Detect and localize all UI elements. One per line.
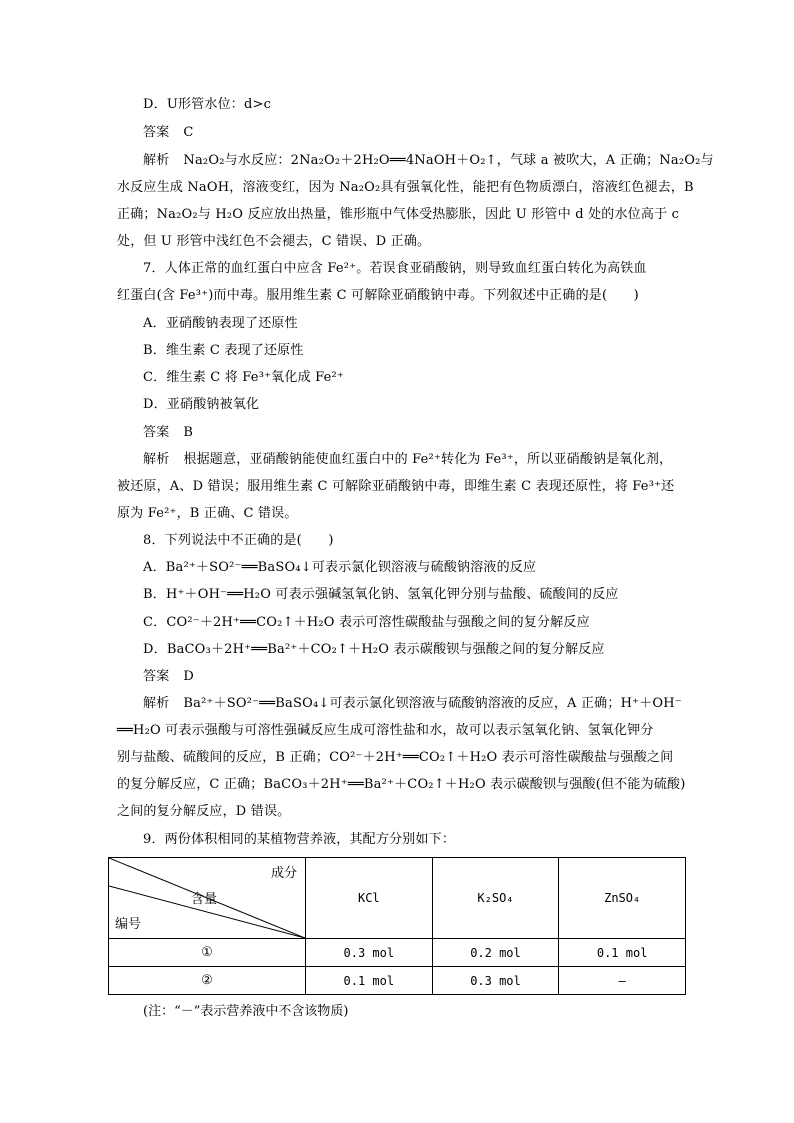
analysis-q8-line3: 别与盐酸、硫酸间的反应，B 正确；CO²⁻＋2H⁺══CO₂↑＋H₂O 表示可溶性碳酸盐与强酸之间	[117, 750, 674, 765]
table-row	[109, 939, 686, 967]
option-b-q7: B．维生素 C 表现了还原性	[143, 343, 304, 358]
column-header: K₂SO₄	[432, 858, 559, 939]
answer-label: 答案	[143, 125, 170, 140]
diagonal-header	[109, 858, 305, 938]
answer-value: B	[183, 425, 194, 440]
analysis-q8-line2: ══H₂O 可表示强酸与可溶性强碱反应生成可溶性盐和水，故可以表示氢氧化钠、氢氧化钾分	[117, 723, 654, 738]
analysis-text: Ba²⁺＋SO²⁻══BaSO₄↓可表示氯化钡溶液与硫酸钠溶液的反应，A 正确；H⁺＋OH⁻	[183, 696, 682, 711]
analysis-text: Na₂O₂与水反应：2Na₂O₂＋2H₂O══4NaOH＋O₂↑，气球 a 被吹大，A 正确；Na₂O₂与	[183, 153, 714, 168]
analysis-q8-line5: 之间的复分解反应，D 错误。	[117, 804, 291, 819]
table-cell: 0.3 mol	[306, 939, 433, 967]
row-id: ①	[109, 939, 306, 967]
question-7-line2: 红蛋白(含 Fe³⁺)而中毒。服用维生素 C 可解除亚硝酸钠中毒。下列叙述中正确的是( )	[117, 288, 639, 303]
table-row	[109, 967, 686, 995]
analysis-q6-line4: 处，但 U 形管中浅红色不会褪去，C 错误、D 正确。	[117, 234, 431, 249]
option-d-q8: D．BaCO₃＋2H⁺══Ba²⁺＋CO₂↑＋H₂O 表示碳酸钡与强酸之间的复分解反应	[143, 642, 605, 657]
table-header-row	[109, 858, 686, 939]
question-7-line1: 7．人体正常的血红蛋白中应含 Fe²⁺。若误食亚硝酸钠，则导致血红蛋白转化为高铁血	[143, 261, 647, 276]
corner-label-amount: 含量	[191, 892, 218, 907]
table-cell: —	[559, 967, 686, 995]
analysis-label: 解析	[143, 153, 170, 168]
formula-table	[108, 857, 686, 995]
table-corner-cell	[109, 858, 306, 939]
analysis-text: 根据题意，亚硝酸钠能使血红蛋白中的 Fe²⁺转化为 Fe³⁺，所以亚硝酸钠是氧化剂，	[183, 452, 673, 467]
option-d-q7: D．亚硝酸钠被氧化	[143, 397, 260, 412]
answer-label: 答案	[143, 669, 170, 684]
analysis-q8-line1	[143, 695, 713, 713]
option-c-q8: C．CO²⁻＋2H⁺══CO₂↑＋H₂O 表示可溶性碳酸盐与强酸之间的复分解反应	[143, 615, 590, 630]
analysis-q7-line2: 被还原，A、D 错误；服用维生素 C 可解除亚硝酸钠中毒，即维生素 C 表现还原性，将 Fe³⁺还	[117, 479, 675, 494]
analysis-q6-line2: 水反应生成 NaOH，溶液变红，因为 Na₂O₂具有强氧化性，能把有色物质漂白，溶液红色褪去，B	[117, 180, 694, 195]
analysis-q6-line1	[143, 152, 713, 170]
analysis-label: 解析	[143, 452, 170, 467]
option-b-q8: B．H⁺＋OH⁻══H₂O 可表示强碱氢氧化钠、氢氧化钾分别与盐酸、硫酸间的反应	[143, 587, 619, 602]
answer-label: 答案	[143, 425, 170, 440]
analysis-q6-line3: 正确；Na₂O₂与 H₂O 反应放出热量，锥形瓶中气体受热膨胀，因此 U 形管中 d 处的水位高于 c	[117, 207, 680, 222]
analysis-q7-line1	[143, 451, 713, 469]
answer-value: D	[183, 669, 195, 684]
column-header: KCl	[306, 858, 433, 939]
table-cell: 0.2 mol	[432, 939, 559, 967]
option-a-q7: A．亚硝酸钠表现了还原性	[143, 316, 298, 331]
corner-label-component: 成分	[270, 866, 297, 881]
column-header: ZnSO₄	[559, 858, 686, 939]
option-a-q8: A．Ba²⁺＋SO²⁻══BaSO₄↓可表示氯化钡溶液与硫酸钠溶液的反应	[143, 560, 537, 575]
table-cell: 0.3 mol	[432, 967, 559, 995]
question-8: 8．下列说法中不正确的是( )	[143, 533, 334, 548]
answer-q8	[143, 668, 713, 686]
table-note: (注：“－”表示营养液中不含该物质)	[143, 1004, 349, 1019]
analysis-label: 解析	[143, 696, 170, 711]
answer-value: C	[183, 125, 194, 140]
corner-label-number: 编号	[115, 917, 142, 932]
answer-q7	[143, 424, 713, 442]
analysis-q8-line4: 的复分解反应，C 正确；BaCO₃＋2H⁺══Ba²⁺＋CO₂↑＋H₂O 表示碳酸钡与强酸(但不能为硫酸)	[117, 777, 686, 792]
option-c-q7: C．维生素 C 将 Fe³⁺氧化成 Fe²⁺	[143, 370, 344, 385]
answer-q6	[143, 124, 713, 142]
question-9: 9．两份体积相同的某植物营养液，其配方分别如下：	[143, 832, 456, 847]
option-d-q6: D．U形管水位：d>c	[143, 97, 272, 112]
analysis-q7-line3: 原为 Fe²⁺，B 正确、C 错误。	[117, 506, 298, 521]
table-cell: 0.1 mol	[306, 967, 433, 995]
row-id: ②	[109, 967, 306, 995]
table-cell: 0.1 mol	[559, 939, 686, 967]
